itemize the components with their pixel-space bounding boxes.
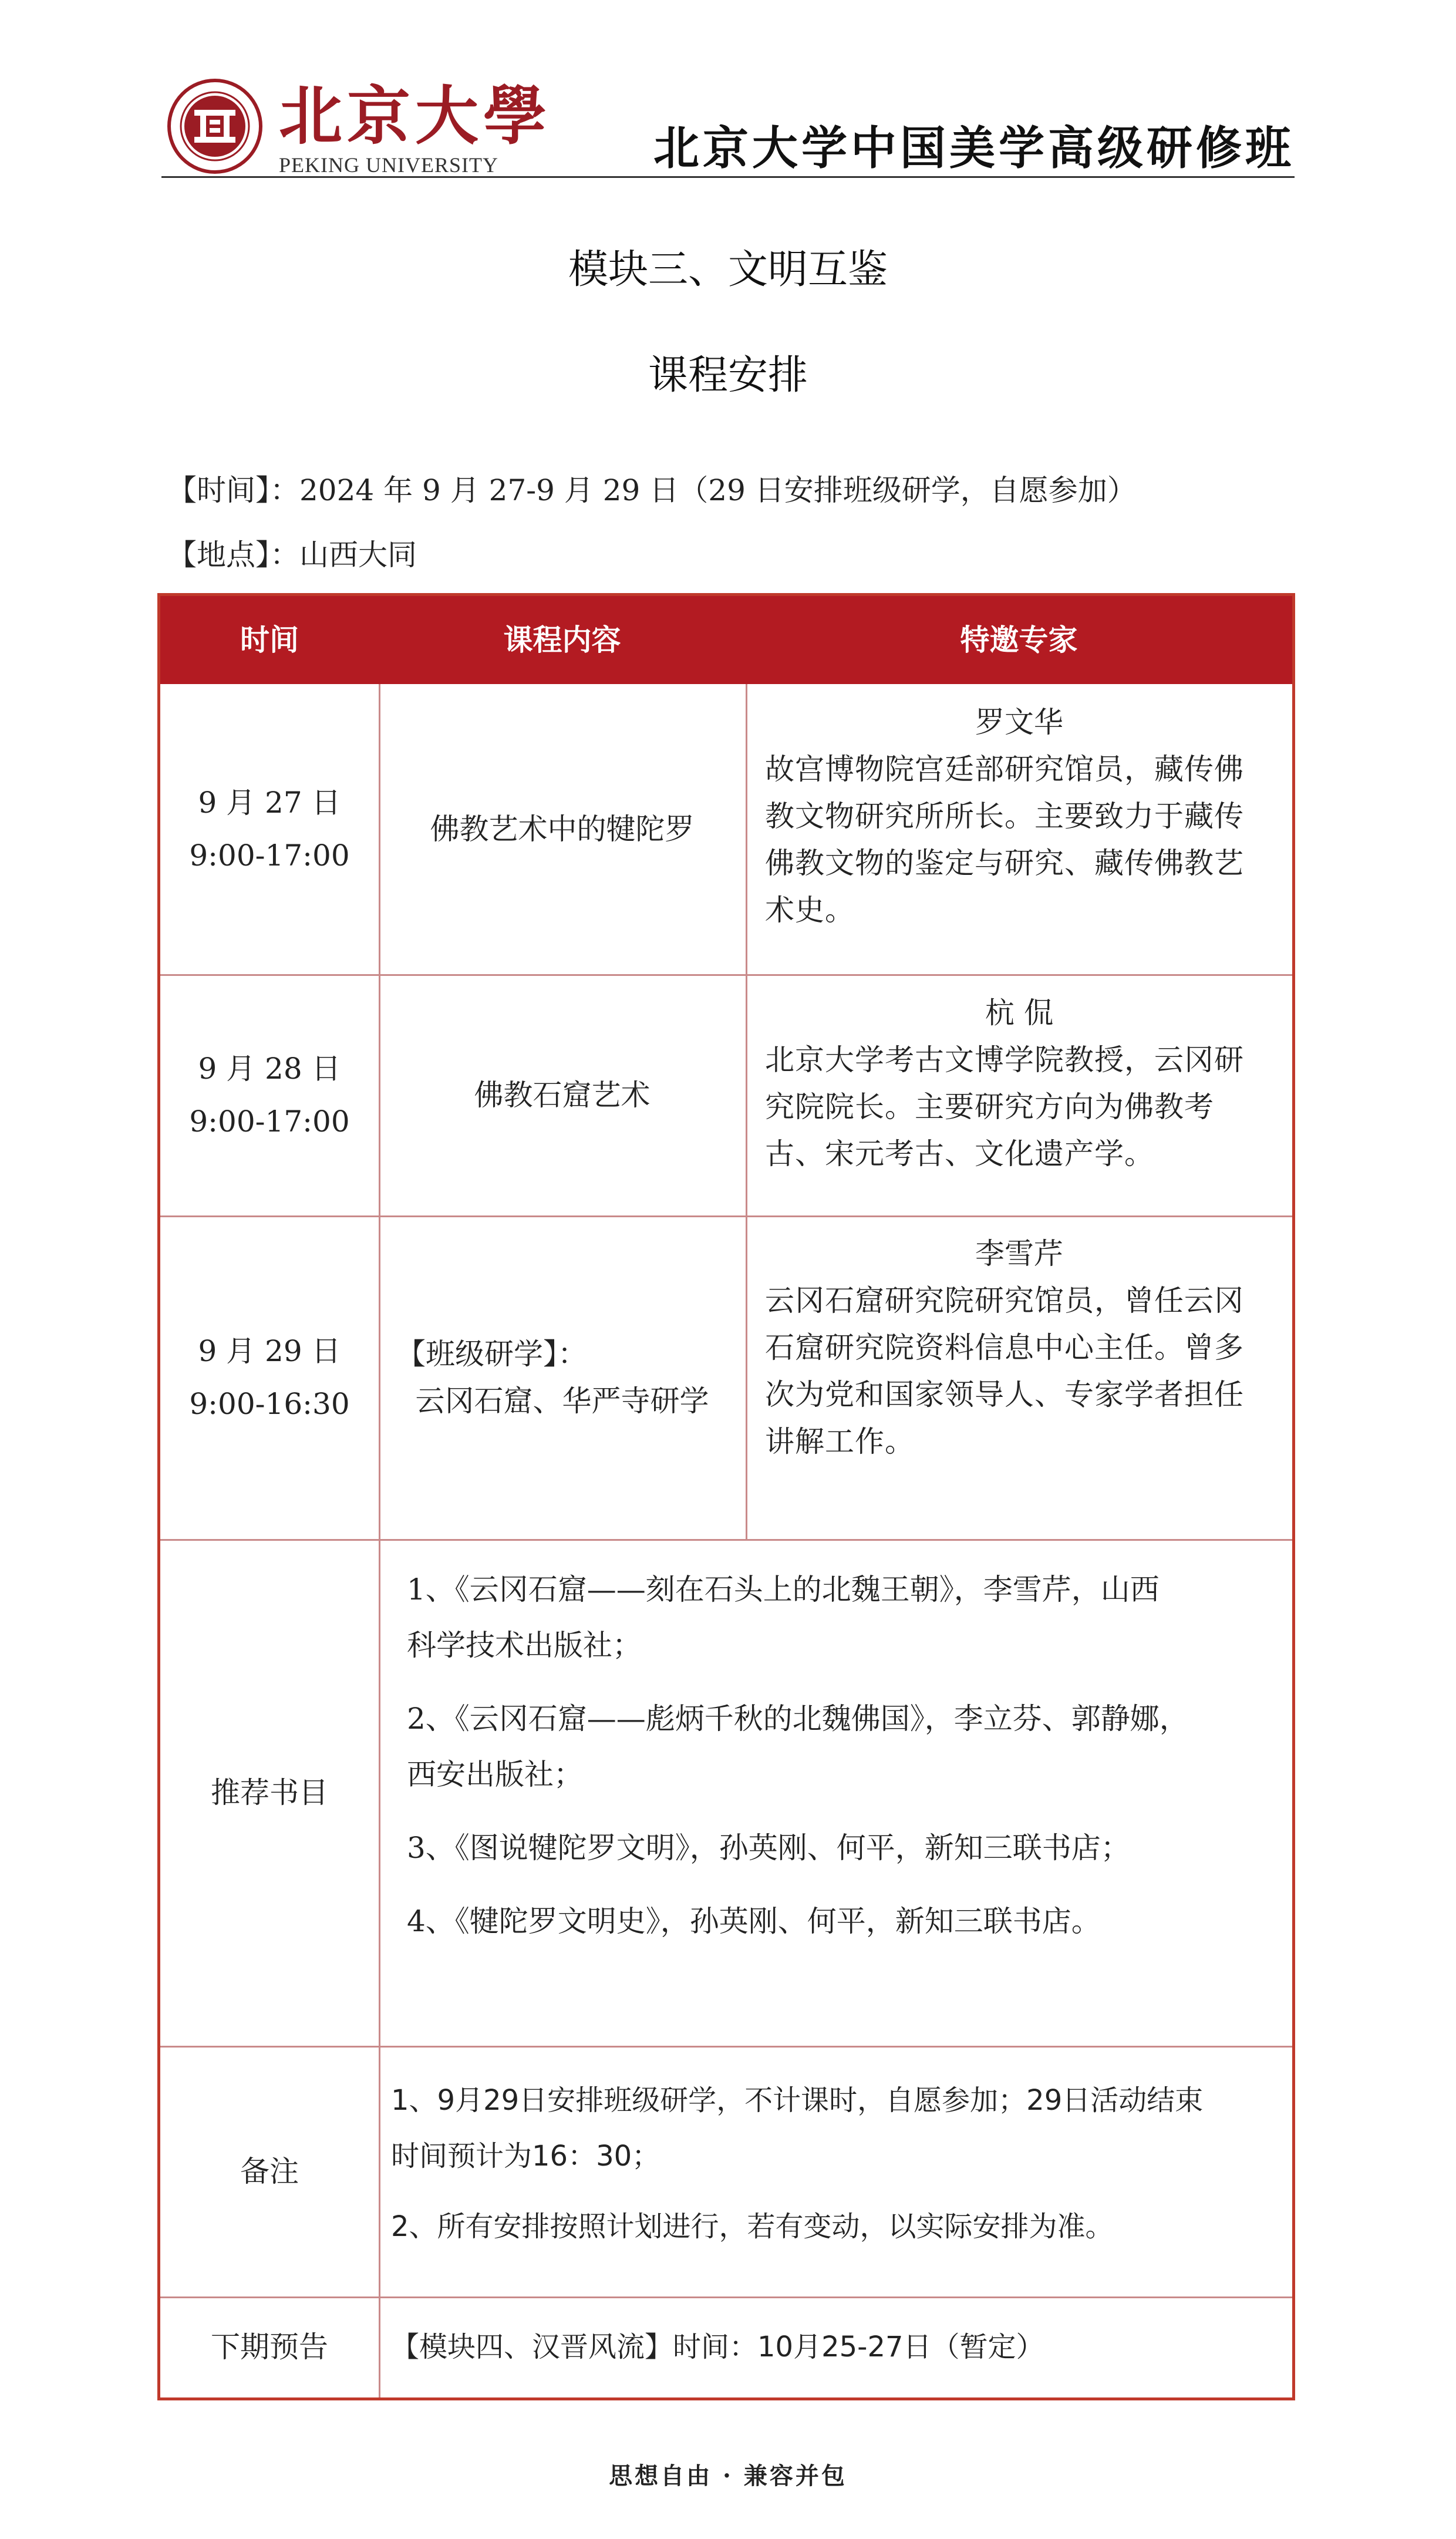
- table-row-time: [160, 974, 379, 1215]
- expert-bio: 云冈石窟研究院研究馆员，曾任云冈石窟研究院资料信息中心主任。曾多次为党和国家领导人、专家学者担任讲解工作。: [765, 1284, 1244, 1459]
- info-time: 【时间】：2024 年 9 月 27-9 月 29 日（29 日安排班级研学，自愿参加）: [167, 473, 1137, 507]
- expert-name: 罗文华: [975, 705, 1063, 739]
- expert-cell: [765, 989, 1273, 1177]
- column-header-course: 课程内容: [503, 623, 621, 657]
- notes-list: [391, 2049, 1272, 2255]
- table-row-time: [160, 684, 379, 974]
- program-title: 北京大学中国美学高级研修班: [653, 122, 1295, 175]
- row-date: 9 月 29 日: [198, 1334, 341, 1368]
- book-item: [407, 1894, 1276, 1949]
- book-list: [407, 1541, 1276, 1949]
- row-date: 9 月 28 日: [198, 1051, 341, 1086]
- expert-bio: 北京大学考古文博学院教授，云冈研究院院长。主要研究方向为佛教考古、宋元考古、文化遗产学。: [765, 1043, 1244, 1171]
- book-item-line: 西安出版社；: [407, 1757, 583, 1792]
- book-item: [407, 1820, 1276, 1876]
- table-row-course: [379, 1215, 746, 1539]
- next-label-cell: [160, 2296, 379, 2397]
- book-item-line: 3、《图说犍陀罗文明》，孙英刚、何平，新知三联书店；: [407, 1831, 1130, 1865]
- table-row-course: [379, 684, 746, 974]
- header-divider: [161, 176, 1295, 178]
- peking-university-seal-icon: [166, 78, 264, 175]
- next-preview-text: 【模块四、汉晋风流】时间：10月25-27日（暂定）: [391, 2331, 1044, 2363]
- note-item-line: 2、所有安排按照计划进行，若有变动，以实际安排为准。: [391, 2210, 1114, 2243]
- books-label: 推荐书目: [211, 1775, 328, 1810]
- module-title: 模块三、文明互鉴: [568, 247, 888, 293]
- table-row-course: [379, 974, 746, 1215]
- expert-cell: [765, 1230, 1273, 1465]
- expert-name: 杭 侃: [985, 996, 1053, 1030]
- books-label-cell: [160, 1539, 379, 2046]
- row-hours: 9:00-16:30: [189, 1386, 350, 1421]
- course-title: 佛教石窟艺术: [474, 1077, 651, 1112]
- table-row-time: [160, 1215, 379, 1539]
- expert-name: 李雪芹: [975, 1237, 1063, 1271]
- page-footer-motto: 思想自由 · 兼容并包: [609, 2462, 847, 2490]
- row-date: 9 月 27 日: [198, 786, 341, 820]
- university-logo-chinese: 北京大學: [279, 79, 552, 153]
- note-item: [391, 2199, 1272, 2255]
- book-item: [407, 1562, 1276, 1673]
- course-tag: 【班级研学】：: [396, 1336, 587, 1371]
- note-item-line: 时间预计为16：30；: [391, 2140, 660, 2173]
- page-header: [161, 65, 1295, 182]
- course-title: 佛教艺术中的犍陀罗: [430, 812, 695, 846]
- column-divider: [746, 684, 747, 1539]
- row-hours: 9:00-17:00: [189, 839, 350, 873]
- table-header-row: [160, 596, 1292, 684]
- row-hours: 9:00-17:00: [189, 1104, 350, 1139]
- note-item: [391, 2073, 1272, 2184]
- university-logo-english: PEKING UNIVERSITY: [279, 153, 498, 177]
- column-header-time: 时间: [240, 623, 299, 657]
- schedule-title: 课程安排: [648, 352, 808, 399]
- info-place: 【地点】：山西大同: [167, 538, 417, 572]
- schedule-table: [157, 593, 1295, 2400]
- note-item-line: 1、9月29日安排班级研学，不计课时，自愿参加；29日活动结束: [391, 2084, 1204, 2117]
- book-item-line: 4、《犍陀罗文明史》，孙英刚、何平，新知三联书店。: [407, 1904, 1101, 1938]
- book-item-line: 1、《云冈石窟——刻在石头上的北魏王朝》，李雪芹，山西: [407, 1572, 1160, 1607]
- notes-label: 备注: [240, 2154, 299, 2188]
- expert-bio: 故宫博物院宫廷部研究馆员，藏传佛教文物研究所所长。主要致力于藏传佛教文物的鉴定与研究、藏传佛教艺术史。: [765, 752, 1244, 927]
- notes-label-cell: [160, 2046, 379, 2296]
- course-title: 云冈石窟、华严寺研学: [415, 1383, 709, 1418]
- book-item: [407, 1691, 1276, 1803]
- book-item-line: 科学技术出版社；: [407, 1628, 642, 1662]
- book-item-line: 2、《云冈石窟——彪炳千秋的北魏佛国》，李立芬、郭静娜，: [407, 1702, 1189, 1736]
- column-header-expert: 特邀专家: [960, 623, 1078, 657]
- next-label: 下期预告: [211, 2330, 328, 2364]
- expert-cell: [765, 699, 1273, 934]
